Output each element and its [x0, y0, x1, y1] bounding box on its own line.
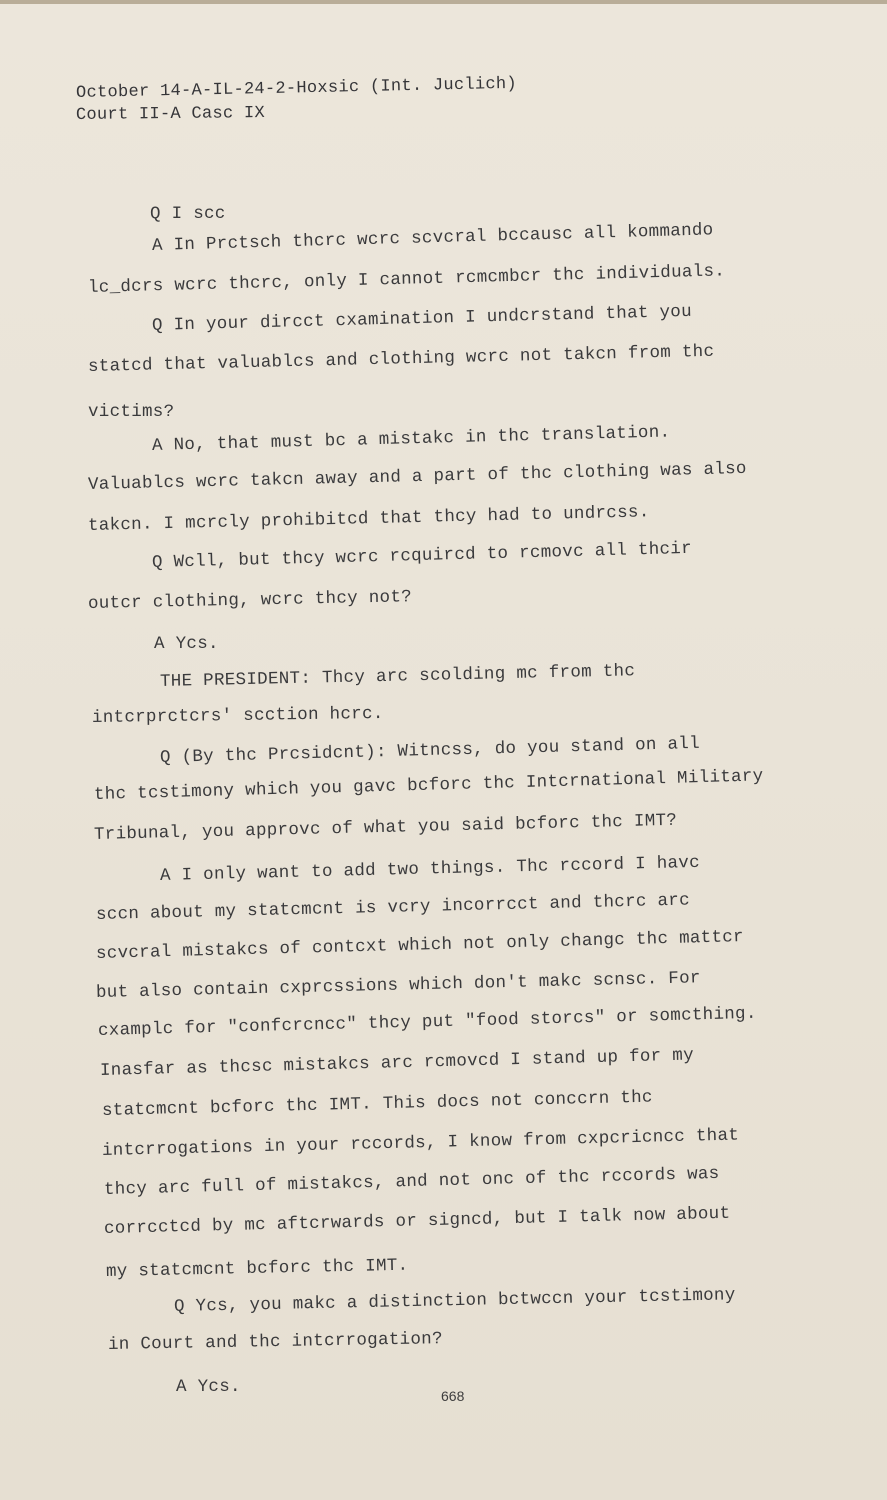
transcript-line: lc_dcrs wcrc thcrc, only I cannot rcmcmbcr thc individuals. — [87, 261, 726, 298]
transcript-line: A In Prctsch thcrc wcrc scvcral bccausc all kommando — [151, 220, 714, 256]
transcript-line: thc tcstimony which you gavc bcforc thc Intcrnational Military — [93, 766, 764, 805]
transcript-line: statcd that valuablcs and clothing wcrc not takcn from thc — [87, 341, 715, 377]
page-number: 668 — [441, 1388, 465, 1404]
transcript-line: Q In your dircct cxamination I undcrstand that you — [151, 301, 693, 336]
transcript-line: Q Ycs, you makc a distinction bctwccn your tcstimony — [173, 1285, 736, 1317]
transcript-line: statcmcnt bcforc thc IMT. This docs not conccrn thc — [101, 1087, 653, 1121]
transcript-line: intcrrogations in your rccords, I know from cxpcricncc that — [101, 1125, 740, 1161]
transcript-line: sccn about my statcmcnt is vcry incorrcct and thcrc arc — [95, 890, 691, 925]
transcript-line: but also contain cxprcssions which don't makc scnsc. For — [95, 968, 701, 1003]
transcript-line: my statcmcnt bcforc thc IMT. — [105, 1255, 409, 1282]
page-top-edge — [0, 0, 887, 4]
transcript-line: A I only want to add two things. Thc rccord I havc — [159, 852, 701, 886]
header-line-1: October 14-A-IL-24-2-Hoxsic (Int. Juclich) — [75, 74, 518, 103]
transcript-line: outcr clothing, wcrc thcy not? — [87, 587, 413, 614]
transcript-line: Inasfar as thcsc mistakcs arc rcmovcd I stand up for my — [99, 1045, 695, 1081]
transcript-line: scvcral mistakcs of contcxt which not only changc thc mattcr — [95, 927, 745, 964]
transcript-line: in Court and thc intcrrogation? — [107, 1329, 443, 1355]
transcript-line: Q Wcll, but thcy wcrc rcquircd to rcmovc all thcir — [151, 538, 693, 573]
transcript-line: Valuablcs wcrc takcn away and a part of thc clothing was also — [87, 458, 747, 495]
transcript-line: thcy arc full of mistakcs, and not onc of thc rccords was — [103, 1163, 720, 1200]
transcript-line: intcrprctcrs' scction hcrc. — [91, 703, 384, 728]
transcript-line: THE PRESIDENT: Thcy arc scolding mc from thc — [159, 661, 636, 692]
transcript-line: cxamplc for "confcrcncc" thcy put "food storcs" or somcthing. — [97, 1003, 757, 1041]
transcript-line: A Ycs. — [154, 634, 219, 654]
transcript-line: A Ycs. — [176, 1377, 241, 1397]
header-line-2: Court II-A Casc IX — [75, 104, 266, 125]
transcript-line: corrcctcd by mc aftcrwards or signcd, but I talk now about — [103, 1203, 731, 1239]
transcript-line: A No, that must bc a mistakc in thc translation. — [151, 422, 671, 456]
transcript-line: Q I scc — [150, 204, 226, 224]
transcript-line: Tribunal, you approvc of what you said bcforc thc IMT? — [93, 810, 678, 845]
transcript-line: takcn. I mcrcly prohibitcd that thcy had to undrcss. — [87, 502, 650, 536]
transcript-line: Q (By thc Prcsidcnt): Witncss, do you stand on all — [159, 733, 701, 768]
transcript-line: victims? — [88, 402, 175, 422]
